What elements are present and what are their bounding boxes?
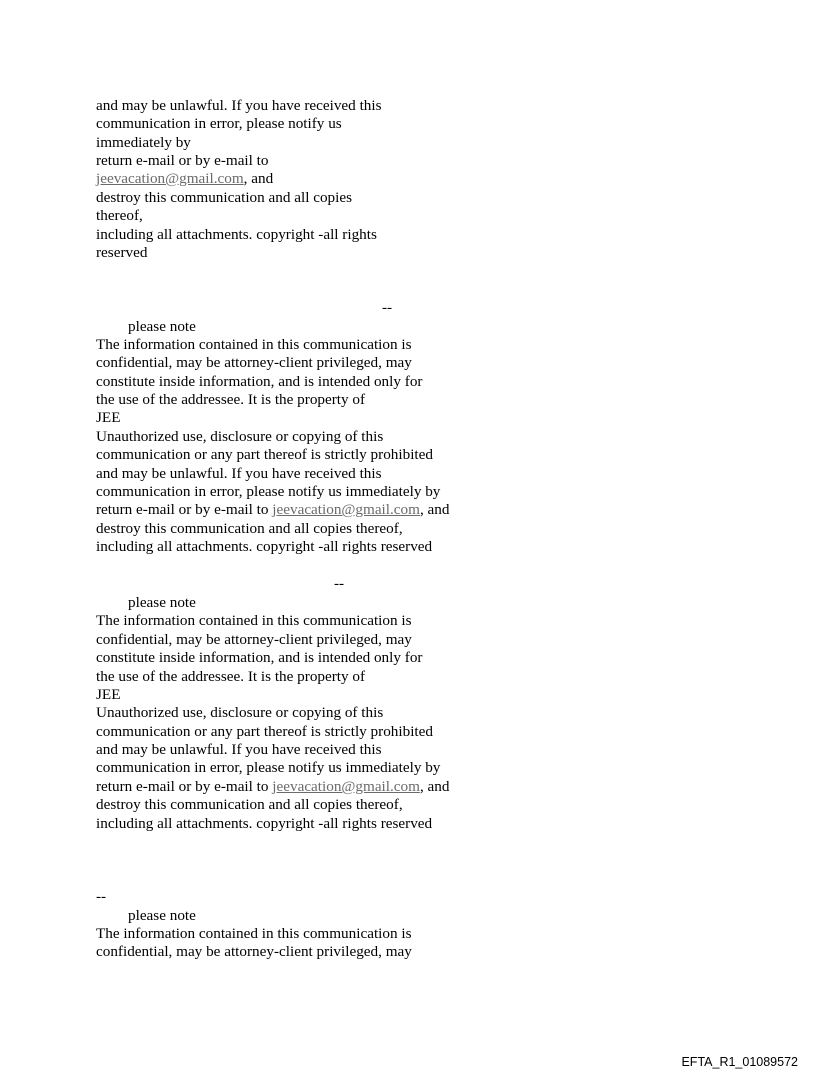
- body-text: destroy this communication and all copies: [96, 189, 353, 206]
- body-text: confidential, may be attorney-client privileged, may: [96, 943, 412, 960]
- note-heading: please note: [128, 318, 196, 335]
- body-text: Unauthorized use, disclosure or copying of this: [96, 428, 384, 445]
- body-text: Unauthorized use, disclosure or copying of this: [96, 704, 384, 721]
- body-text: constitute inside information, and is intended only for: [96, 373, 423, 390]
- body-text: immediately by: [96, 134, 191, 151]
- body-text: The information contained in this communication is: [96, 336, 412, 353]
- body-text: return e-mail or by e-mail to: [96, 152, 269, 169]
- body-text: thereof,: [96, 207, 143, 224]
- document-id: EFTA_R1_01089572: [681, 1055, 798, 1069]
- body-text: return e-mail or by e-mail to: [96, 778, 273, 795]
- separator: --: [334, 575, 345, 592]
- email-link[interactable]: jeevacation@gmail.com: [272, 501, 420, 518]
- body-text: [96, 778, 449, 796]
- note-heading: please note: [128, 907, 196, 924]
- body-text: JEE: [96, 409, 121, 426]
- separator: --: [382, 299, 393, 316]
- separator: --: [96, 888, 107, 905]
- body-text: including all attachments. copyright -all rights reserved: [96, 815, 433, 832]
- body-text: , and: [419, 778, 450, 795]
- body-text: communication in error, please notify us: [96, 115, 342, 132]
- body-text: [96, 170, 273, 188]
- note-heading: please note: [128, 594, 196, 611]
- body-text: [96, 501, 449, 519]
- body-text: The information contained in this communication is: [96, 925, 412, 942]
- body-text: JEE: [96, 686, 121, 703]
- body-text: and may be unlawful. If you have received this: [96, 741, 382, 758]
- body-text: communication in error, please notify us immediately by: [96, 483, 441, 500]
- body-text: return e-mail or by e-mail to: [96, 501, 273, 518]
- body-text: confidential, may be attorney-client privileged, may: [96, 354, 412, 371]
- body-text: , and: [243, 170, 274, 187]
- body-text: the use of the addressee. It is the property of: [96, 391, 366, 408]
- body-text: , and: [419, 501, 450, 518]
- email-link[interactable]: jeevacation@gmail.com: [96, 170, 244, 187]
- body-text: the use of the addressee. It is the property of: [96, 668, 366, 685]
- body-text: The information contained in this communication is: [96, 612, 412, 629]
- email-link[interactable]: jeevacation@gmail.com: [272, 778, 420, 795]
- body-text: and may be unlawful. If you have received this: [96, 465, 382, 482]
- body-text: and may be unlawful. If you have received this: [96, 97, 382, 114]
- body-text: reserved: [96, 244, 148, 261]
- body-text: destroy this communication and all copies thereof,: [96, 796, 403, 813]
- body-text: communication or any part thereof is strictly prohibited: [96, 723, 433, 740]
- body-text: including all attachments. copyright -all rights reserved: [96, 538, 433, 555]
- body-text: including all attachments. copyright -all rights: [96, 226, 377, 243]
- body-text: destroy this communication and all copies thereof,: [96, 520, 403, 537]
- body-text: confidential, may be attorney-client privileged, may: [96, 631, 412, 648]
- body-text: constitute inside information, and is intended only for: [96, 649, 423, 666]
- body-text: communication in error, please notify us immediately by: [96, 759, 441, 776]
- body-text: communication or any part thereof is strictly prohibited: [96, 446, 433, 463]
